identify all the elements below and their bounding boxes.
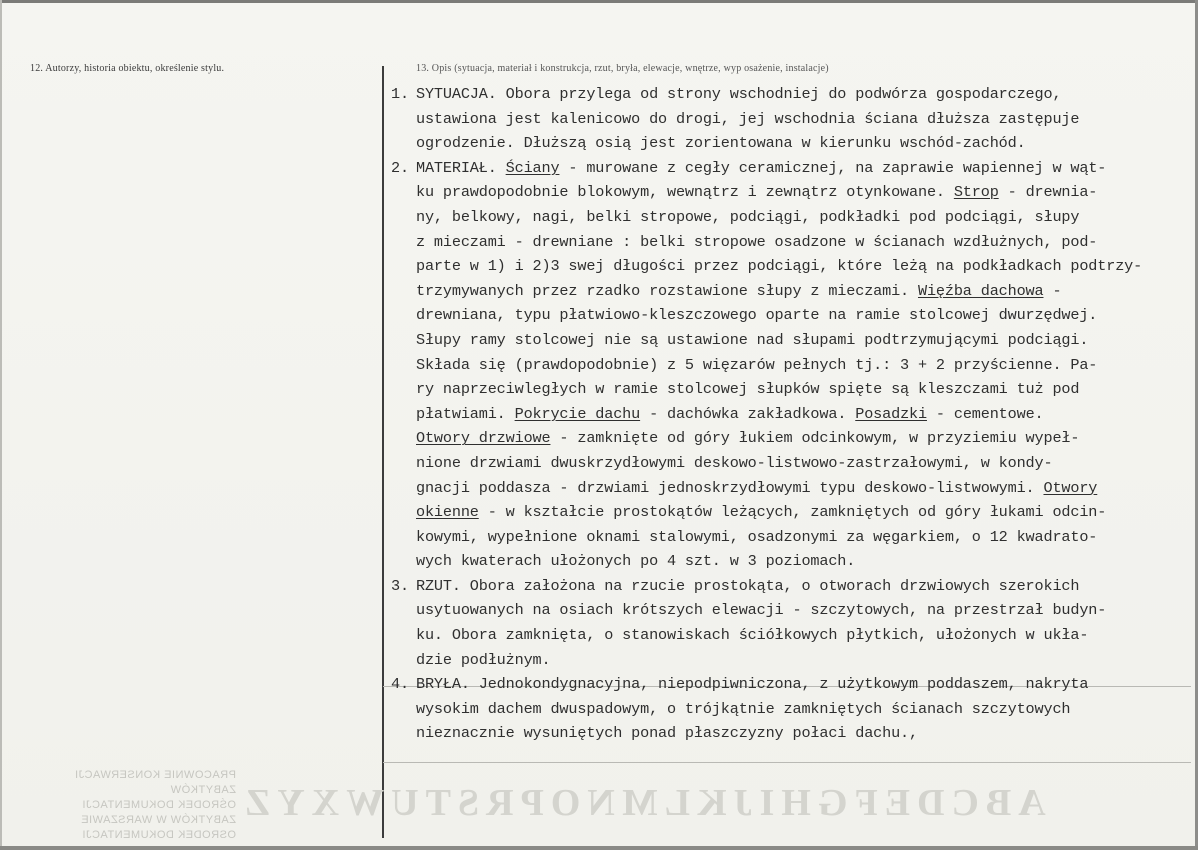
text-segment: BRYŁA. Jednokondygnacyjna, niepodpiwniczona, z użytkowym poddaszem, nakryta [416, 675, 1089, 694]
text-line [416, 254, 1181, 279]
text-segment: - w kształcie prostokątów leżących, zamkniętych od góry łukami odcin- [478, 503, 1107, 522]
field-12-header: 12. Autorzy, historia obiektu, określenie stylu. [30, 63, 225, 74]
text-segment: ny, belkowy, nagi, belki stropowe, podciągi, podkładki pod podciągi, słupy [416, 207, 1080, 226]
text-segment: trzymywanych przez rzadko rozstawione słupy z mieczami. [416, 281, 918, 300]
text-segment: Słupy ramy stolcowej nie są ustawione nad słupami podtrzymującymi podciągi. [416, 330, 1089, 349]
stamp-line: ZABYTKÓW W WARSZAWIE [80, 814, 236, 826]
underlined-term: Otwory drzwiowe [416, 429, 551, 448]
text-segment: SYTUACJA. Obora przylega od strony wschodniej do podwórza gospodarczego, [416, 85, 1062, 103]
column-divider [382, 66, 384, 838]
underlined-term: Pokrycie dachu [514, 404, 641, 423]
text-segment: płatwiami. [416, 404, 515, 423]
section-number: 3. [391, 576, 409, 595]
text-line [416, 328, 1181, 353]
stamp-line: PRACOWNIE KONSERWACJI ZABYTKÓW [74, 769, 236, 796]
underlined-term: okienne [416, 503, 479, 522]
section-number: 1. [391, 85, 409, 103]
text-segment: wych kwaterach ułożonych po 4 szt. w 3 poziomach. [416, 552, 856, 571]
text-segment: - dachówka zakładkowa. [640, 404, 856, 423]
text-line [416, 156, 1181, 181]
text-line [416, 672, 1181, 697]
text-line [416, 353, 1181, 378]
text-line [416, 525, 1181, 550]
sheet-edge-bottom [0, 846, 1198, 850]
text-line [416, 107, 1181, 132]
text-segment: wysokim dachem dwuspadowym, o trójkątnie zamkniętych ścianach szczytowych [416, 699, 1071, 718]
text-segment: ustawiona jest kalenicowo do drogi, jej wschodnia ściana dłuższa zastępuje [416, 109, 1080, 128]
text-segment: dzie podłużnym. [416, 650, 551, 669]
description-text [391, 82, 1181, 746]
text-segment: Składa się (prawdopodobnie) z 5 więzarów pełnych tj.: 3 + 2 przyścienne. Pa- [416, 355, 1098, 374]
text-segment: - drewnia- [998, 183, 1098, 202]
text-segment: ry naprzeciwległych w ramie stolcowej słupków spięte są kleszczami tuż pod [416, 380, 1080, 399]
section-1 [391, 82, 1181, 156]
text-segment: ogrodzenie. Dłuższą osią jest zorientowana w kierunku wschód-zachód. [416, 134, 1026, 153]
text-segment: kowymi, wypełnione oknami stalowymi, osadzonymi za węgarkiem, o 12 kwadrato- [416, 527, 1098, 546]
text-line [416, 721, 1181, 746]
underlined-term: Więźba dachowa [917, 281, 1044, 300]
text-segment: nieznacznie wysuniętych ponad płaszczyzny połaci dachu., [416, 724, 918, 743]
text-segment: - cementowe. [926, 404, 1044, 423]
text-line [416, 623, 1181, 648]
underlined-term: Otwory [1043, 478, 1098, 497]
text-segment: ku. Obora zamknięta, o stanowiskach ściółkowych płytkich, ułożonych w ukła- [416, 626, 1089, 645]
text-segment: nione drzwiami dwuskrzydłowymi deskowo-listwowo-zastrzałowymi, w kondy- [416, 453, 1053, 472]
underlined-term: Strop [953, 183, 999, 202]
section-4 [391, 672, 1181, 746]
text-line [416, 303, 1181, 328]
text-segment: z mieczami - drewniane : belki stropowe osadzone w ścianach wzdłużnych, pod- [416, 232, 1098, 251]
text-segment: - [1043, 281, 1062, 300]
text-line [416, 574, 1181, 599]
bleed-through-stamp [14, 768, 236, 841]
text-line [416, 205, 1181, 230]
bleed-through-alphabet: ABCDEFGHIJKLMNOPRSTUWXYZ [238, 782, 1046, 824]
section-number: 2. [391, 158, 409, 177]
text-segment: parte w 1) i 2)3 swej długości przez podciągi, które leżą na podkładkach podtrzy- [416, 257, 1143, 276]
underlined-term: Posadzki [855, 404, 927, 423]
section-3 [391, 574, 1181, 672]
text-segment: ku prawdopodobnie blokowym, wewnątrz i zewnątrz otynkowane. [416, 183, 954, 202]
section-2 [391, 156, 1181, 574]
text-segment: - zamknięte od góry łukiem odcinkowym, w przyziemiu wypeł- [550, 429, 1080, 448]
section-separator-bottom [383, 762, 1191, 763]
text-segment: RZUT. Obora założona na rzucie prostokąta, o otworach drzwiowych szerokich [416, 576, 1080, 595]
text-segment: - murowane z cegły ceramicznej, na zaprawie wapiennej w wąt- [559, 158, 1107, 177]
section-number: 4. [391, 675, 409, 694]
text-line [416, 377, 1181, 402]
text-line [416, 598, 1181, 623]
text-line [416, 230, 1181, 255]
sheet-edge-left [0, 0, 2, 850]
text-line [416, 180, 1181, 205]
text-segment: drewniana, typu płatwiowo-kleszczowego oparte na ramie stolcowej dwurzędwej. [416, 306, 1098, 325]
text-line [416, 451, 1181, 476]
text-line [416, 476, 1181, 501]
sheet-edge-top [0, 0, 1198, 3]
text-line [416, 697, 1181, 722]
text-segment: MATERIAŁ. [416, 158, 506, 177]
text-line [416, 648, 1181, 673]
text-line [416, 279, 1181, 304]
field-13-header: 13. Opis (sytuacja, materiał i konstrukcja, rzut, bryła, elewacje, wnętrze, wyp osażenie, instalacje) [416, 63, 829, 74]
text-line [416, 82, 1181, 107]
underlined-term: Ściany [505, 158, 560, 177]
text-line [416, 402, 1181, 427]
text-segment: gnacji poddasza - drzwiami jednoskrzydłowymi typu deskowo-listwowymi. [416, 478, 1044, 497]
text-segment: usytuowanych na osiach krótszych elewacji - szczytowych, na przestrzał budyn- [416, 601, 1107, 620]
text-line [416, 500, 1181, 525]
text-line [416, 131, 1181, 156]
text-line [416, 549, 1181, 574]
text-line [416, 426, 1181, 451]
stamp-line: OSRODEK DOKUMENTACJI [81, 829, 236, 841]
stamp-line: OŚRODEK DOKUMENTACJI [81, 799, 236, 811]
